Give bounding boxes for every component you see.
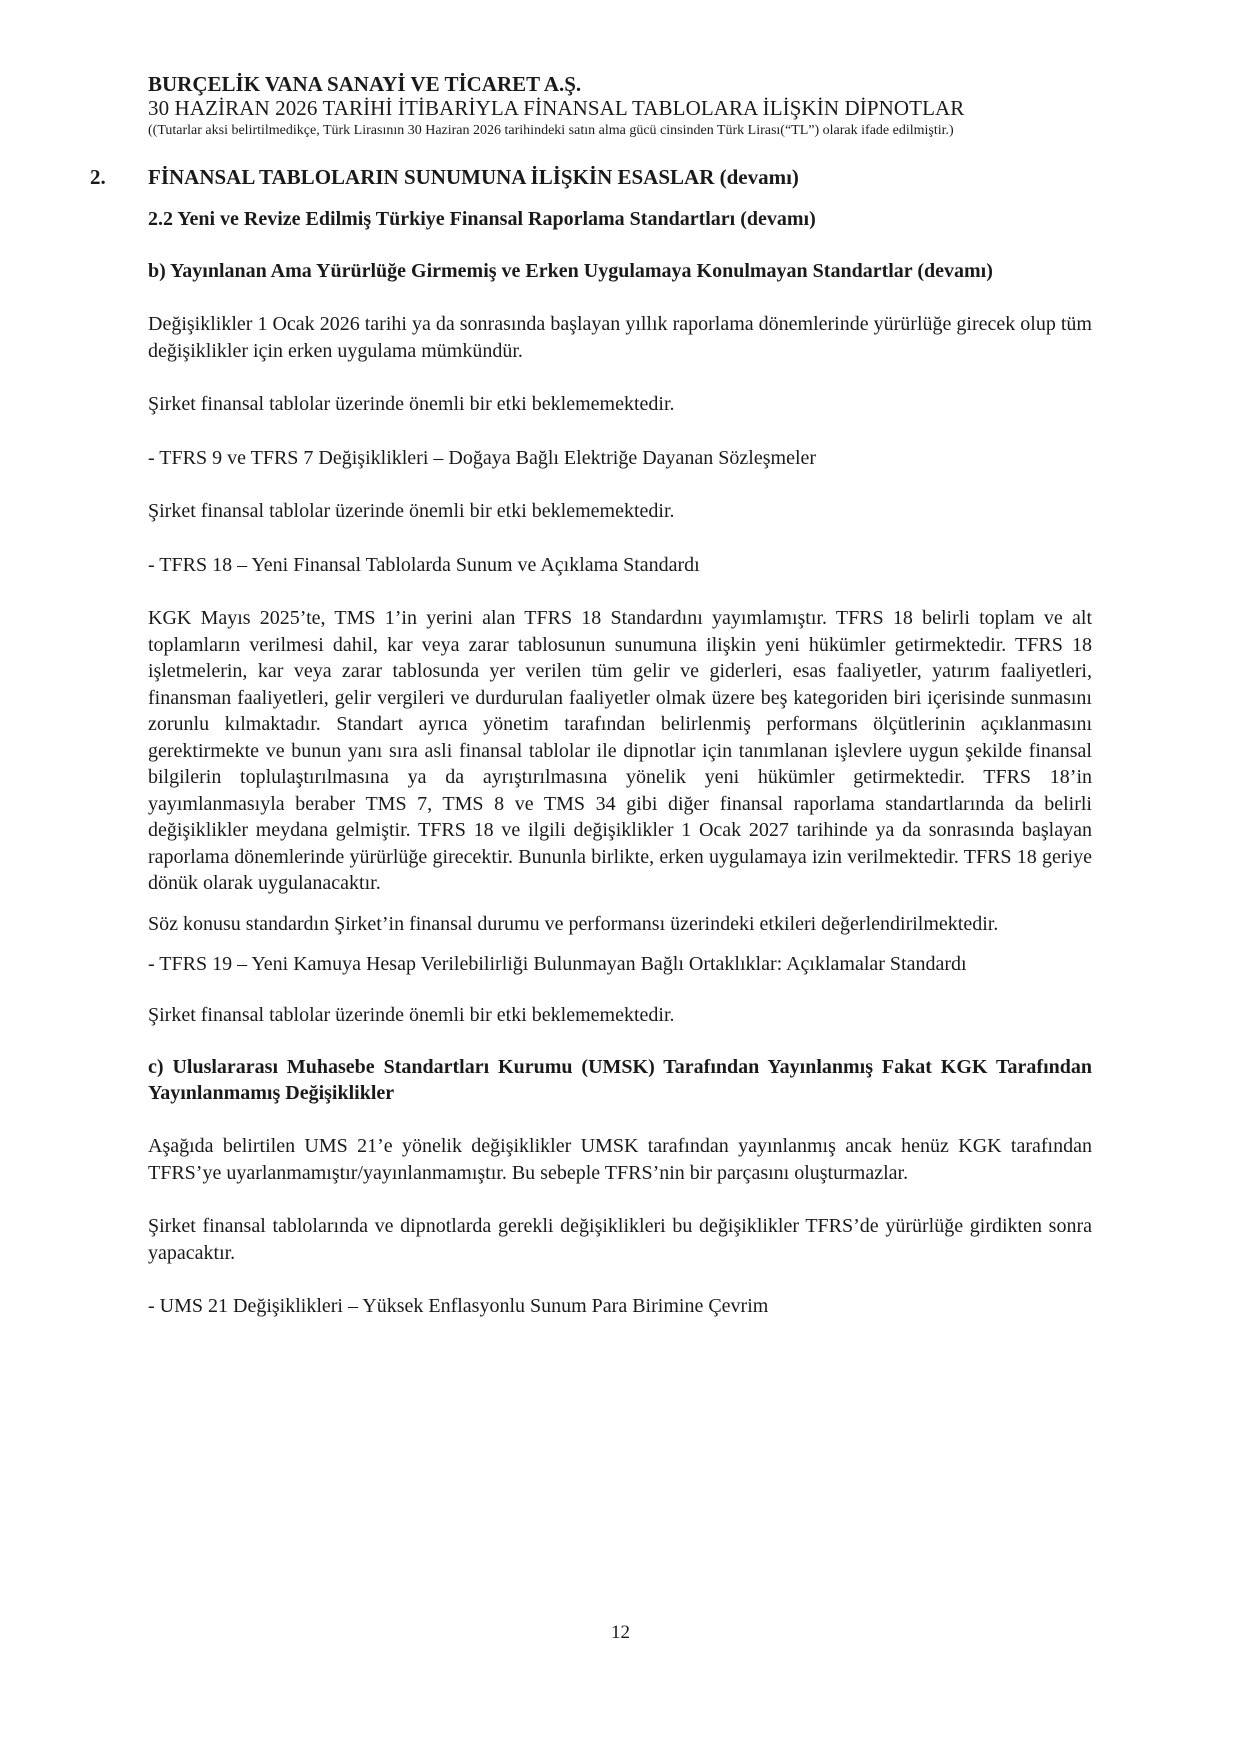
page-number: 12: [611, 1622, 630, 1643]
list-item: - TFRS 19 – Yeni Kamuya Hesap Verilebilirliği Bulunmayan Bağlı Ortaklıklar: Açıklamalar Standardı: [148, 953, 967, 975]
paragraph: Şirket finansal tablolar üzerinde önemli bir etki beklememektedir.: [148, 1003, 675, 1026]
page-header: [148, 72, 1092, 140]
list-item: - TFRS 18 – Yeni Finansal Tablolarda Sunum ve Açıklama Standardı: [148, 553, 700, 576]
paragraph: Söz konusu standardın Şirket’in finansal durumu ve performansı üzerindeki etkileri değerlendirilmektedir.: [148, 912, 999, 935]
document-page: [90, 72, 1092, 1320]
company-name: BURÇELİK VANA SANAYİ VE TİCARET A.Ş.: [148, 72, 582, 96]
paragraph: KGK Mayıs 2025’te, TMS 1’in yerini alan TFRS 18 Standardını yayımlamıştır. TFRS 18 belirli toplam ve alt toplamların verilmesi dahil, kar veya zarar tablosunun sunumuna ilişkin yeni hükümler getirmektedir. TFRS 18 işletmelerin, kar veya zarar tablosunda yer verilen tüm gelir ve giderleri, esas faaliyetler, yatırım faaliyetleri, finansman faaliyetleri, gelir vergileri ve durdurulan faaliyetler olmak üzere beş kategoriden biri içerisinde sunmasını zorunlu kılmaktadır. Standart ayrıca yönetim tarafından belirlenmiş performans ölçütlerinin açıklanmasını gerektirmekte ve bunun yanı sıra asli finansal tablolar ile dipnotlar için tanımlanan işlevlere uygun şekilde finansal bilgilerin toplulaştırılmasına ya da ayrıştırılmasına yönelik yeni hükümler getirmektedir. TFRS 18’in yayımlanmasıyla beraber TMS 7, TMS 8 ve TMS 34 gibi diğer finansal raporlama standartlarında da belirli değişiklikler meydana gelmiştir. TFRS 18 ve ilgili değişiklikler 1 Ocak 2027 tarihinde ya da sonrasında başlayan raporlama dönemlerinde yürürlüğe girecektir. Bununla birlikte, erken uygulamaya izin verilmektedir. TFRS 18 geriye dönük olarak uygulanacaktır.: [148, 607, 1092, 894]
list-item: - TFRS 9 ve TFRS 7 Değişiklikleri – Doğaya Bağlı Elektriğe Dayanan Sözleşmeler: [148, 446, 817, 469]
part-b-heading: b) Yayınlanan Ama Yürürlüğe Girmemiş ve Erken Uygulamaya Konulmayan Standartlar (devamı): [148, 260, 993, 282]
paragraph: Aşağıda belirtilen UMS 21’e yönelik değişiklikler UMSK tarafından yayınlanmış ancak henüz KGK tarafından TFRS’ye uyarlanmamıştır/yayınlanmamıştır. Bu sebeple TFRS’nin bir parçasını oluşturmazlar.: [148, 1135, 1092, 1184]
part-c-heading: c) Uluslararası Muhasebe Standartları Kurumu (UMSK) Tarafından Yayınlanmış Fakat KGK Tarafından Yayınlanmamış Değişiklikler: [148, 1056, 1092, 1104]
section-number: 2.: [90, 165, 106, 189]
section-title: FİNANSAL TABLOLARIN SUNUMUNA İLİŞKİN ESASLAR (devamı): [148, 165, 799, 189]
subsection-heading: 2.2 Yeni ve Revize Edilmiş Türkiye Finansal Raporlama Standartları (devamı): [148, 208, 816, 230]
document-title: 30 HAZİRAN 2026 TARİHİ İTİBARİYLA FİNANSAL TABLOLARA İLİŞKİN DİPNOTLAR: [148, 96, 965, 120]
paragraph: Şirket finansal tablolar üzerinde önemli bir etki beklememektedir.: [148, 500, 675, 522]
section-heading: [90, 164, 1092, 190]
list-item: - UMS 21 Değişiklikleri – Yüksek Enflasyonlu Sunum Para Birimine Çevrim: [148, 1295, 769, 1317]
paragraph: Şirket finansal tablolar üzerinde önemli bir etki beklememektedir.: [148, 393, 675, 415]
paragraph: Şirket finansal tablolarında ve dipnotlarda gerekli değişiklikleri bu değişiklikler TFRS’de yürürlüğe girdikten sonra yapacaktır.: [148, 1215, 1092, 1264]
paragraph: Değişiklikler 1 Ocak 2026 tarihi ya da sonrasında başlayan yıllık raporlama dönemlerinde yürürlüğe girecek olup tüm değişiklikler için erken uygulama mümkündür.: [148, 313, 1092, 362]
currency-note: ((Tutarlar aksi belirtilmedikçe, Türk Lirasının 30 Haziran 2026 tarihindeki satın alma gücü cinsinden Türk Lirası(“TL”) olarak ifade edilmiştir.): [148, 123, 954, 138]
